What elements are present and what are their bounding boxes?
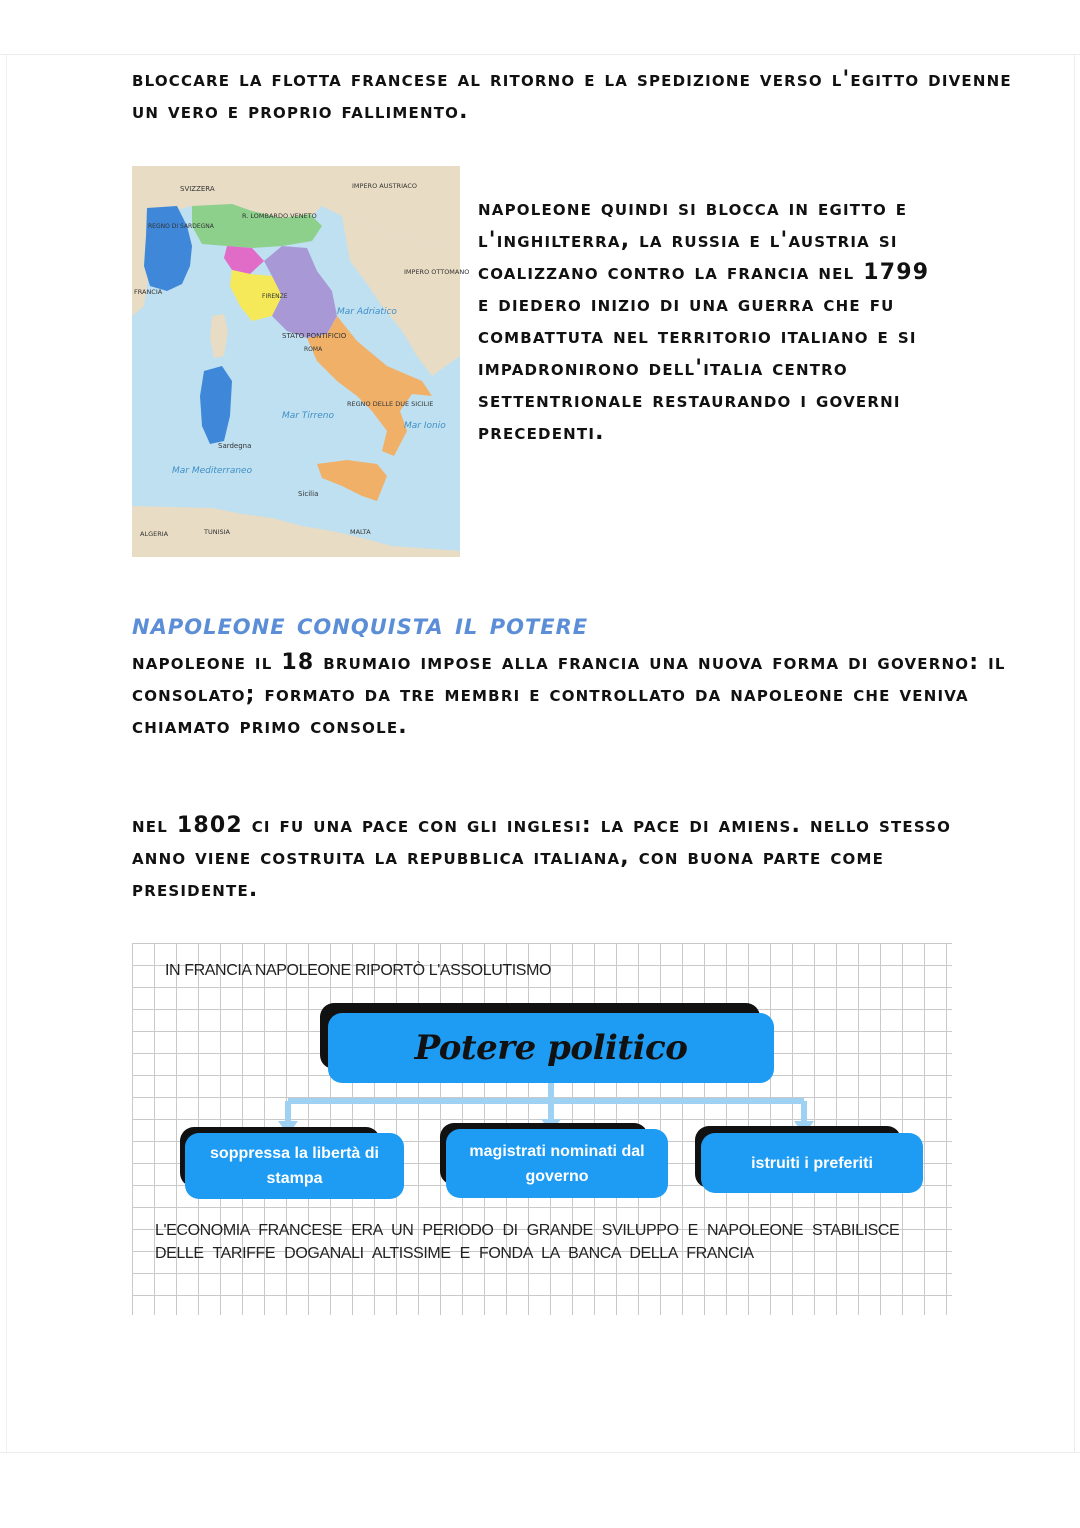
amiens-paragraph: nel 1802 ci fu una pace con gli inglesi: la pace di amiens. nello stesso anno viene costruita la repubblica italiana, con buona parte come presidente. <box>132 813 952 902</box>
leaf-box-istruiti: istruiti i preferiti <box>701 1133 923 1193</box>
map-label-mar-mediterraneo: Mar Mediterraneo <box>172 466 253 476</box>
map-label-sicilia: Sicilia <box>298 490 319 498</box>
map-label-regno-due-sicilie: REGNO DELLE DUE SICILIE <box>347 400 434 408</box>
map-label-impero-ottomano: IMPERO OTTOMANO <box>404 268 470 276</box>
map-label-svizzera: SVIZZERA <box>180 185 215 193</box>
coalition-paragraph: napoleone quindi si blocca in egitto e l'inghilterra, la russia e l'austria si coalizzano contro la francia nel 1799 e diedero inizio di una guerra che fu combattuta nel territorio italiano e si impadronirono dell'italia centro settentrionale restaurando i governi precedenti. <box>478 196 930 445</box>
map-label-mar-ionio: Mar Ionio <box>404 421 446 431</box>
map-label-firenze: FIRENZE <box>262 293 288 300</box>
map-label-sardegna: Sardegna <box>218 442 252 450</box>
diagram-note-top: IN FRANCIA NAPOLEONE RIPORTÒ L'ASSOLUTISMO <box>165 962 552 979</box>
map-label-malta: MALTA <box>350 528 371 536</box>
intro-paragraph: bloccare la flotta francese al ritorno e la spedizione verso l'egitto divenne un vero e proprio fallimento. <box>132 67 1012 124</box>
map-label-tunisia: TUNISIA <box>204 528 230 536</box>
map-label-regno-sardegna: REGNO DI SARDEGNA <box>148 223 214 230</box>
leaf-box-liberta-stampa: soppressa la libertà di stampa <box>185 1133 404 1199</box>
map-label-francia: FRANCIA <box>134 288 163 296</box>
page-bottom-border <box>0 1452 1080 1453</box>
map-label-algeria: ALGERIA <box>140 530 169 538</box>
consolato-paragraph: napoleone il 18 brumaio impose alla francia una nuova forma di governo: il consolato; formato da tre membri e controllato da napoleone che veniva chiamato primo console. <box>132 650 1006 739</box>
diagram-note-bottom: L'ECONOMIA FRANCESE ERA UN PERIODO DI GRANDE SVILUPPO E NAPOLEONE STABILISCE DELLE TARIFFE DOGANALI ALTISSIME E FONDA LA BANCA DELLA FRANCIA <box>155 1222 900 1262</box>
page-right-border <box>1074 54 1075 1452</box>
page-top-border <box>0 54 1080 55</box>
map-label-stato-pontificio: STATO PONTIFICIO <box>282 332 347 340</box>
map-label-mar-tirreno: Mar Tirreno <box>282 411 334 421</box>
title-box: Potere politico <box>328 1013 774 1083</box>
map-label-roma: ROMA <box>304 346 323 353</box>
map-label-impero-austriaco: IMPERO AUSTRIACO <box>352 182 417 190</box>
map-label-mar-adriatico: Mar Adriatico <box>337 307 397 317</box>
section-heading: napoleone conquista il potere <box>132 607 589 642</box>
leaf-box-magistrati: magistrati nominati dal governo <box>446 1129 668 1198</box>
grid-diagram <box>132 943 952 1315</box>
map-label-lombardo-veneto: R. LOMBARDO VENETO <box>242 212 317 220</box>
italy-map-image <box>132 166 470 557</box>
page-left-border <box>6 54 7 1452</box>
